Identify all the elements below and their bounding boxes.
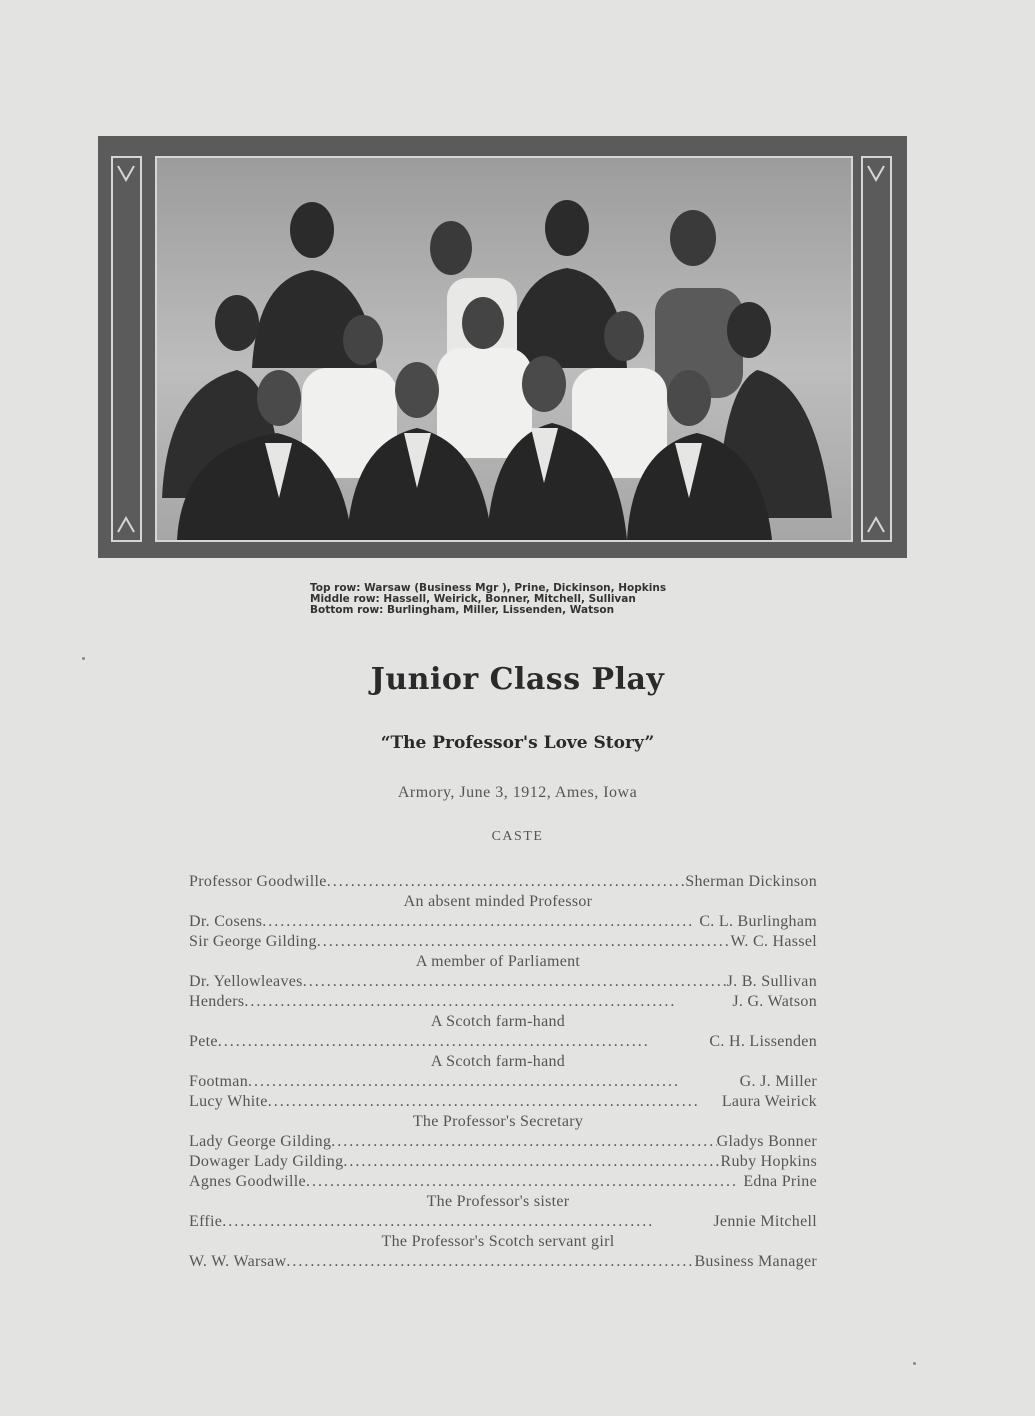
- caption-top-row: Top row: Warsaw (Business Mgr ), Prine, Dickinson, Hopkins: [310, 582, 667, 594]
- cast-row: [189, 1072, 817, 1092]
- paper-speck: [913, 1362, 916, 1365]
- leader-dots: [343, 1152, 720, 1172]
- cast-actor: Ruby Hopkins: [720, 1153, 817, 1170]
- right-frame-panel: [861, 156, 892, 542]
- cast-role: Lady George Gilding: [189, 1133, 332, 1150]
- venue-date: Armory, June 3, 1912, Ames, Iowa: [397, 784, 638, 801]
- play-title: “The Professor's Love Story”: [380, 733, 655, 753]
- cast-role: W. W. Warsaw: [189, 1253, 287, 1270]
- leader-dots: [262, 912, 699, 932]
- cast-row: [189, 1152, 817, 1172]
- caste-heading: CASTE: [491, 829, 544, 844]
- leader-dots: [286, 1252, 694, 1272]
- group-photograph: [155, 156, 853, 542]
- cast-row: [189, 992, 817, 1012]
- cast-actor: Gladys Bonner: [716, 1133, 817, 1150]
- cast-row: [189, 1252, 817, 1272]
- leader-dots: [248, 1072, 740, 1092]
- leader-dots: [327, 872, 686, 892]
- cast-role: Professor Goodwille: [189, 873, 327, 890]
- cast-actor: Laura Weirick: [721, 1093, 817, 1110]
- cast-actor: W. C. Hassel: [730, 933, 817, 950]
- cast-role: Dr. Cosens: [189, 913, 263, 930]
- cast-role: Footman: [189, 1073, 248, 1090]
- chevron-down-icon: [865, 162, 887, 184]
- page-title: Junior Class Play: [370, 662, 665, 697]
- cast-actor: G. J. Miller: [739, 1073, 817, 1090]
- leader-dots: [244, 992, 732, 1012]
- cast-actor: C. H. Lissenden: [709, 1033, 817, 1050]
- leader-dots: [317, 932, 731, 952]
- cast-row: [189, 912, 817, 932]
- cast-row: [189, 932, 817, 952]
- caption-middle-row: Middle row: Hassell, Weirick, Bonner, Mitchell, Sullivan: [310, 593, 636, 605]
- cast-row: [189, 1032, 817, 1052]
- cast-row: [189, 1172, 817, 1192]
- cast-actor: Sherman Dickinson: [685, 873, 817, 890]
- cast-role: Pete: [189, 1033, 218, 1050]
- leader-dots: [218, 1032, 710, 1052]
- cast-actor: Edna Prine: [743, 1173, 817, 1190]
- cast-role-description: An absent minded Professor: [403, 893, 593, 910]
- cast-role: Agnes Goodwille: [189, 1173, 306, 1190]
- left-frame-panel: [111, 156, 142, 542]
- cast-row: [189, 972, 817, 992]
- class-photo-frame: [98, 136, 907, 558]
- cast-role-description: A Scotch farm-hand: [430, 1053, 566, 1070]
- cast-role: Effie: [189, 1213, 223, 1230]
- chevron-down-icon: [115, 162, 137, 184]
- leader-dots: [268, 1092, 722, 1112]
- cast-row: [189, 1132, 817, 1152]
- cast-row: [189, 872, 817, 892]
- cast-actor: Jennie Mitchell: [713, 1213, 817, 1230]
- leader-dots: [303, 972, 727, 992]
- cast-role-description: The Professor's Secretary: [412, 1113, 584, 1130]
- cast-role-description: The Professor's sister: [426, 1193, 570, 1210]
- chevron-up-icon: [115, 514, 137, 536]
- caption-bottom-row: Bottom row: Burlingham, Miller, Lissenden, Watson: [310, 604, 615, 616]
- cast-role: Dowager Lady Gilding: [189, 1153, 344, 1170]
- cast-role-description: A Scotch farm-hand: [430, 1013, 566, 1030]
- photo-caption: [310, 583, 810, 616]
- cast-actor: Business Manager: [694, 1253, 817, 1270]
- cast-role: Lucy White: [189, 1093, 268, 1110]
- cast-role: Dr. Yellowleaves: [189, 973, 303, 990]
- leader-dots: [222, 1212, 713, 1232]
- cast-actor: C. L. Burlingham: [699, 913, 817, 930]
- group-photo-image: [157, 158, 851, 540]
- leader-dots: [306, 1172, 743, 1192]
- cast-actor: J. G. Watson: [732, 993, 817, 1010]
- cast-role-description: A member of Parliament: [415, 953, 581, 970]
- chevron-up-icon: [865, 514, 887, 536]
- cast-actor: J. B. Sullivan: [726, 973, 817, 990]
- cast-role-description: The Professor's Scotch servant girl: [381, 1233, 615, 1250]
- cast-list: [189, 872, 817, 1272]
- cast-row: [189, 1092, 817, 1112]
- cast-role: Sir George Gilding: [189, 933, 317, 950]
- leader-dots: [331, 1132, 716, 1152]
- paper-speck: [82, 657, 85, 660]
- cast-row: [189, 1212, 817, 1232]
- cast-role: Henders: [189, 993, 245, 1010]
